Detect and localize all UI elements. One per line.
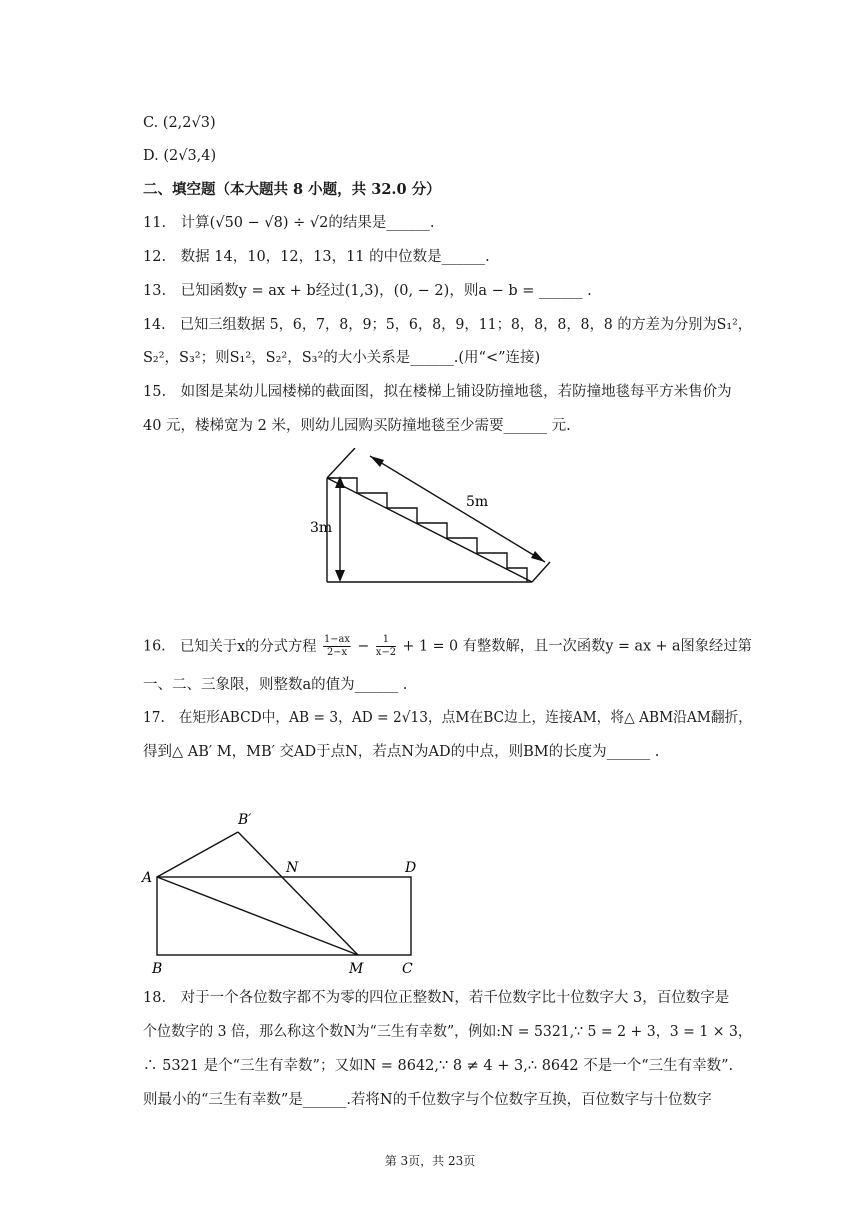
question-number: 12. (143, 249, 167, 265)
option-c: C. (2,2√3) (143, 115, 216, 131)
option-d: D. (2√3,4) (143, 148, 217, 164)
question-number: 15. (143, 384, 167, 400)
question-13 (143, 281, 592, 301)
label-b-prime: B′ (238, 812, 252, 828)
stairs-figure (300, 448, 560, 590)
question-number: 13. (143, 283, 167, 299)
question-15-line-2: 40 元，楼梯宽为 2 米，则幼儿园购买防撞地毯至少需要______ 元. (143, 418, 571, 434)
question-text: 数据 14，10，12，13，11 的中位数是______. (180, 249, 490, 265)
label-a: A (142, 870, 153, 886)
question-text-pre: 已知关于x的分式方程 (180, 638, 317, 655)
slant-label: 5m (466, 494, 489, 510)
question-text: 在矩形ABCD中，AB = 3，AD = 2√13，点M在BC边上，连接AM，将△ ABM沿AM翻折， (178, 710, 753, 726)
question-18-line-1 (143, 988, 729, 1008)
label-n: N (286, 860, 299, 876)
height-arrow-down (335, 570, 345, 582)
question-text: 对于一个各位数字都不为零的四位正整数N，若千位数字比十位数字大 3，百位数字是 (180, 990, 730, 1006)
fraction-2-numerator: 1 (376, 634, 396, 647)
question-17-line-1 (143, 708, 752, 728)
rectangle-abcd (157, 877, 411, 955)
question-16-line-1 (143, 634, 752, 659)
segment-am (157, 877, 358, 955)
question-18-line-2: 个位数字的 3 倍，那么称这个数N为“三生有幸数”，例如:N = 5321,∵ 5 = 2 + 3，3 = 1 × 3， (143, 1024, 752, 1040)
question-18-line-4: 则最小的“三生有幸数”是______.若将N的千位数字与个位数字互换，百位数字与十位数字 (143, 1092, 712, 1108)
question-number: 17. (143, 710, 165, 726)
question-12 (143, 247, 490, 267)
minus-sign: − (357, 638, 370, 655)
slant-tick-bottom (532, 562, 550, 582)
fraction-1 (323, 634, 351, 659)
page-footer: 第 3页，共 23页 (384, 1154, 476, 1168)
fraction-1-denominator: 2−x (326, 647, 348, 658)
question-14-line-2: S₂²，S₃²；则S₁²，S₂²，S₃²的大小关系是______.(用“<”连接) (143, 350, 541, 366)
question-text: 已知三组数据 5，6，7，8，9；5，6，8，9，11；8，8，8，8，8 的方差为分别为S₁²， (179, 317, 752, 333)
question-14-line-1 (143, 315, 752, 335)
height-label: 3m (310, 520, 333, 536)
fraction-2 (376, 634, 396, 659)
label-d: D (405, 860, 417, 876)
label-c: C (402, 961, 413, 977)
stair-steps (327, 478, 527, 582)
rectangle-fold-figure (140, 805, 430, 980)
fraction-1-numerator: 1−ax (324, 634, 350, 645)
question-text-post: + 1 = 0 有整数解，且一次函数y = ax + a图象经过第 (402, 638, 752, 655)
label-b: B (152, 961, 163, 977)
question-15-line-1 (143, 382, 732, 402)
question-17-line-2: 得到△ AB′ M，MB′ 交AD于点N，若点N为AD的中点，则BM的长度为______ . (143, 744, 660, 760)
question-text: 已知函数y = ax + b经过(1,3)，(0, − 2)，则a − b = ______ . (180, 283, 592, 299)
segment-ab-prime (157, 832, 238, 877)
slant-arrow-bottom (531, 551, 545, 562)
question-18-line-3: ∴ 5321 是个“三生有幸数”；又如N = 8642,∵ 8 ≠ 4 + 3,∴ 8642 不是一个“三生有幸数”. (143, 1058, 734, 1074)
label-m: M (349, 961, 364, 977)
question-text: 计算(√50 − √8) ÷ √2的结果是______. (180, 215, 435, 231)
question-16-line-2: 一、二、三象限，则整数a的值为______ . (143, 677, 408, 693)
question-text: 如图是某幼儿园楼梯的截面图，拟在楼梯上铺设防撞地毯，若防撞地毯每平方米售价为 (180, 384, 732, 400)
question-number: 18. (143, 990, 167, 1006)
fraction-2-denominator: x−2 (375, 647, 396, 658)
question-11 (143, 213, 434, 233)
slant-dimension-line (370, 456, 545, 562)
question-number: 11. (143, 215, 167, 231)
question-number: 14. (143, 317, 166, 333)
section-heading: 二、填空题（本大题共 8 小题，共 32.0 分） (143, 181, 441, 198)
slant-arrow-top (370, 456, 384, 467)
question-number: 16. (143, 638, 166, 655)
slant-tick-top (327, 448, 355, 478)
segment-b-prime-m (238, 832, 358, 955)
